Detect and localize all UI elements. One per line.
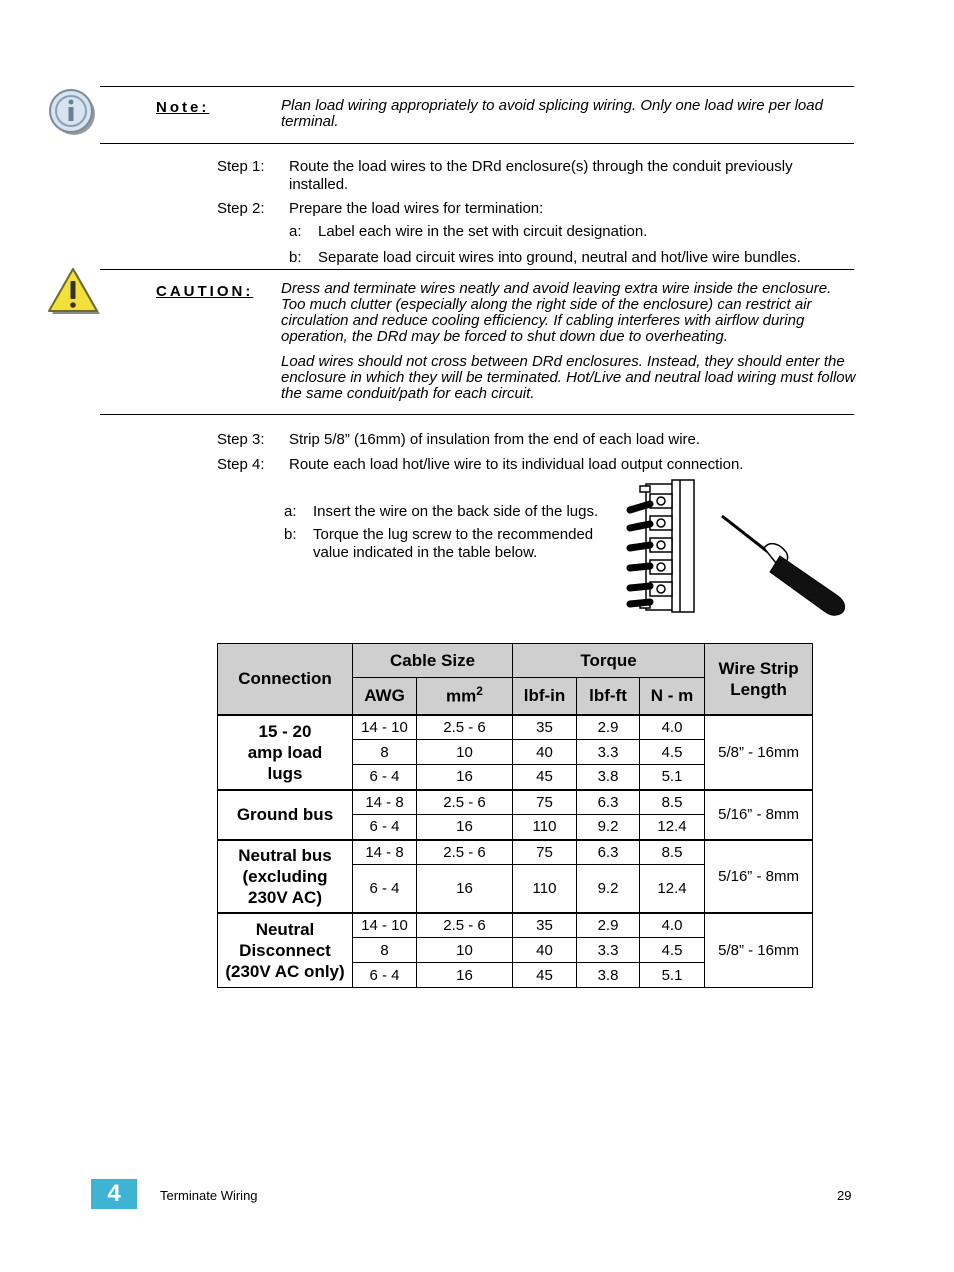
cell-awg: 6 - 4 — [353, 865, 417, 913]
caution-label: CAUTION: — [156, 283, 254, 300]
cell-lbf-ft: 6.3 — [577, 790, 640, 815]
step1-text: Route the load wires to the DRd enclosure(s) through the conduit previously installed. — [289, 158, 793, 193]
header-lbf-in: lbf-in — [513, 678, 577, 715]
cell-lbf-ft: 3.3 — [577, 740, 640, 765]
cell-lbf-ft: 9.2 — [577, 865, 640, 913]
header-mm-text: mm — [446, 687, 477, 707]
cell-mm2: 2.5 - 6 — [417, 840, 513, 865]
cell-n-m: 5.1 — [640, 963, 705, 988]
cell-mm2: 16 — [417, 765, 513, 790]
step4-number: Step 4: — [217, 456, 265, 473]
step2a-letter: a: — [289, 223, 302, 240]
step2b-text: Separate load circuit wires into ground, neutral and hot/live wire bundles. — [318, 249, 801, 266]
cell-awg: 14 - 10 — [353, 715, 417, 740]
cell-mm2: 16 — [417, 963, 513, 988]
cell-lbf-in: 45 — [513, 963, 577, 988]
cell-awg: 14 - 8 — [353, 840, 417, 865]
cell-lbf-ft: 6.3 — [577, 840, 640, 865]
cell-awg: 14 - 8 — [353, 790, 417, 815]
header-mm-superscript: 2 — [476, 684, 483, 699]
step4a-letter: a: — [284, 503, 297, 520]
step2b-letter: b: — [289, 249, 302, 266]
cell-awg: 6 - 4 — [353, 963, 417, 988]
note-top-rule — [100, 86, 854, 87]
group-load-lugs — [218, 715, 813, 790]
connection-name: Neutral bus (excluding 230V AC) — [218, 840, 353, 913]
table-row — [218, 715, 813, 740]
note-label: Note: — [156, 99, 210, 116]
step4a-text: Insert the wire on the back side of the lugs. — [313, 503, 599, 520]
cell-mm2: 10 — [417, 938, 513, 963]
cell-mm2: 16 — [417, 815, 513, 840]
caution-paragraph-1: Dress and terminate wires neatly and avoid leaving extra wire inside the enclosure. Too much clutter (especially along the right side of the enclosure) can restrict air circulation and reduce cooling efficiency. If cabling interferes with airflow during operation, the DRd may be forced to shut down due to overheating. — [281, 280, 832, 345]
cell-mm2: 2.5 - 6 — [417, 790, 513, 815]
cell-mm2: 10 — [417, 740, 513, 765]
cell-strip-length: 5/8” - 16mm — [705, 715, 813, 790]
footer-section-title: Terminate Wiring — [160, 1188, 258, 1203]
cell-lbf-in: 35 — [513, 715, 577, 740]
step3-number: Step 3: — [217, 431, 265, 448]
group-neutral-disconnect — [218, 913, 813, 988]
caution-bottom-rule — [100, 414, 854, 415]
cell-strip-length: 5/8” - 16mm — [705, 913, 813, 988]
cell-lbf-in: 40 — [513, 938, 577, 963]
step1-number: Step 1: — [217, 158, 265, 175]
connection-name: 15 - 20 amp load lugs — [218, 715, 353, 790]
cell-lbf-ft: 3.8 — [577, 963, 640, 988]
cell-n-m: 4.5 — [640, 740, 705, 765]
cell-lbf-ft: 2.9 — [577, 913, 640, 938]
info-icon — [48, 88, 98, 138]
cell-lbf-ft: 9.2 — [577, 815, 640, 840]
cell-mm2: 2.5 - 6 — [417, 913, 513, 938]
cell-n-m: 4.0 — [640, 913, 705, 938]
cell-awg: 6 - 4 — [353, 815, 417, 840]
group-neutral-bus — [218, 840, 813, 913]
step2-text: Prepare the load wires for termination: — [289, 200, 544, 217]
group-ground-bus — [218, 790, 813, 840]
step4b-text: Torque the lug screw to the recommended value indicated in the table below. — [313, 526, 594, 561]
cell-strip-length: 5/16” - 8mm — [705, 840, 813, 913]
cell-lbf-in: 110 — [513, 865, 577, 913]
cell-lbf-ft: 2.9 — [577, 715, 640, 740]
table-row — [218, 790, 813, 815]
cell-lbf-in: 35 — [513, 913, 577, 938]
step3-text: Strip 5/8” (16mm) of insulation from the end of each load wire. — [289, 431, 701, 448]
header-cable-size: Cable Size — [353, 644, 513, 678]
cell-lbf-in: 75 — [513, 790, 577, 815]
cell-mm2: 16 — [417, 865, 513, 913]
note-bottom-rule — [100, 143, 854, 144]
header-lbf-ft: lbf-ft — [577, 678, 640, 715]
step4-text: Route each load hot/live wire to its individual load output connection. — [289, 456, 744, 473]
cell-n-m: 12.4 — [640, 815, 705, 840]
header-n-m: N - m — [640, 678, 705, 715]
cell-lbf-in: 45 — [513, 765, 577, 790]
lug-screwdriver-illustration — [620, 478, 852, 618]
caution-paragraph-2: Load wires should not cross between DRd enclosures. Instead, they should enter the enclosure in which they will be terminated. Hot/Live and neutral load wiring must follow the same conduit/path for each circuit. — [281, 353, 856, 402]
cell-n-m: 5.1 — [640, 765, 705, 790]
table-row — [218, 840, 813, 865]
torque-spec-table — [217, 643, 813, 988]
page-number: 29 — [837, 1188, 852, 1203]
cell-lbf-ft: 3.8 — [577, 765, 640, 790]
step2-number: Step 2: — [217, 200, 265, 217]
header-connection: Connection — [218, 644, 353, 715]
cell-lbf-in: 40 — [513, 740, 577, 765]
note-text: Plan load wiring appropriately to avoid splicing wiring. Only one load wire per load terminal. — [281, 97, 823, 130]
step4b-letter: b: — [284, 526, 297, 543]
cell-awg: 8 — [353, 740, 417, 765]
header-wire-strip-length: Wire Strip Length — [705, 644, 813, 715]
chapter-number-badge: 4 — [91, 1179, 137, 1209]
warning-icon — [46, 266, 102, 318]
header-awg: AWG — [353, 678, 417, 715]
cell-awg: 8 — [353, 938, 417, 963]
caution-top-rule — [100, 269, 854, 270]
cell-n-m: 8.5 — [640, 790, 705, 815]
cell-lbf-ft: 3.3 — [577, 938, 640, 963]
cell-awg: 6 - 4 — [353, 765, 417, 790]
connection-name: Ground bus — [218, 790, 353, 840]
screwdriver — [722, 516, 845, 615]
step2a-text: Label each wire in the set with circuit designation. — [318, 223, 648, 240]
cell-mm2: 2.5 - 6 — [417, 715, 513, 740]
cell-n-m: 4.0 — [640, 715, 705, 740]
connection-name: Neutral Disconnect (230V AC only) — [218, 913, 353, 988]
cell-n-m: 12.4 — [640, 865, 705, 913]
cell-lbf-in: 110 — [513, 815, 577, 840]
cell-n-m: 4.5 — [640, 938, 705, 963]
cell-lbf-in: 75 — [513, 840, 577, 865]
cell-n-m: 8.5 — [640, 840, 705, 865]
header-mm2 — [417, 678, 513, 715]
cell-awg: 14 - 10 — [353, 913, 417, 938]
header-torque: Torque — [513, 644, 705, 678]
table-row — [218, 913, 813, 938]
cell-strip-length: 5/16” - 8mm — [705, 790, 813, 840]
